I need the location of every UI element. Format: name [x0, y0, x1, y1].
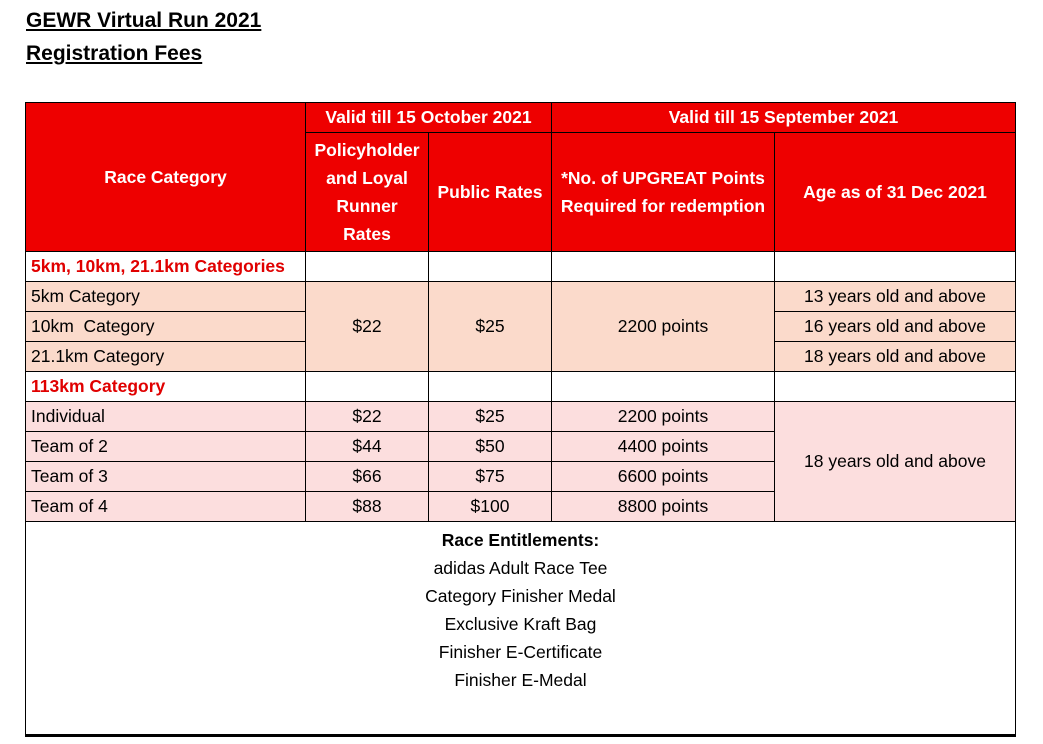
points-cell: 2200 points — [552, 402, 775, 432]
category-cell: 21.1km Category — [26, 342, 306, 372]
table-row — [26, 282, 1016, 312]
entitlements-row — [26, 522, 1016, 737]
empty-cell — [306, 252, 429, 282]
document-title: GEWR Virtual Run 2021 — [26, 9, 262, 32]
policyholder-rate-cell: $44 — [306, 432, 429, 462]
points-cell: 8800 points — [552, 492, 775, 522]
age-cell: 13 years old and above — [775, 282, 1016, 312]
points-cell: 4400 points — [552, 432, 775, 462]
header-public-rates: Public Rates — [429, 133, 552, 252]
entitlements-title: Race Entitlements: — [441, 530, 600, 550]
category-cell: Team of 2 — [26, 432, 306, 462]
empty-cell — [306, 372, 429, 402]
section-label: 113km Category — [26, 372, 306, 402]
public-rate-cell: $100 — [429, 492, 552, 522]
header-valid-october: Valid till 15 October 2021 — [306, 103, 552, 133]
registration-fees-table — [25, 102, 1016, 737]
entitlement-item: Exclusive Kraft Bag — [444, 614, 597, 634]
age-cell: 18 years old and above — [775, 342, 1016, 372]
header-policyholder-rates: Policyholder and Loyal Runner Rates — [306, 133, 429, 252]
points-cell: 2200 points — [552, 282, 775, 372]
entitlement-item: Finisher E-Certificate — [438, 642, 603, 662]
public-rate-cell: $25 — [429, 282, 552, 372]
category-cell: Individual — [26, 402, 306, 432]
empty-cell — [552, 372, 775, 402]
table-row — [26, 402, 1016, 432]
category-cell: Team of 4 — [26, 492, 306, 522]
header-points-required: *No. of UPGREAT Points Required for redemption — [552, 133, 775, 252]
points-cell: 6600 points — [552, 462, 775, 492]
empty-cell — [775, 252, 1016, 282]
entitlement-item: Finisher E-Medal — [454, 670, 587, 690]
empty-cell — [552, 252, 775, 282]
header-age: Age as of 31 Dec 2021 — [775, 133, 1016, 252]
header-race-category: Race Category — [26, 103, 306, 252]
public-rate-cell: $25 — [429, 402, 552, 432]
policyholder-rate-cell: $22 — [306, 402, 429, 432]
header-valid-september: Valid till 15 September 2021 — [552, 103, 1016, 133]
category-cell: 10km Category — [26, 312, 306, 342]
policyholder-rate-cell: $66 — [306, 462, 429, 492]
header-row-validity — [26, 103, 1016, 133]
document-subtitle: Registration Fees — [26, 42, 203, 65]
public-rate-cell: $50 — [429, 432, 552, 462]
category-cell: Team of 3 — [26, 462, 306, 492]
age-cell: 16 years old and above — [775, 312, 1016, 342]
empty-cell — [775, 372, 1016, 402]
category-cell: 5km Category — [26, 282, 306, 312]
entitlement-item: Category Finisher Medal — [425, 586, 616, 606]
section-label: 5km, 10km, 21.1km Categories — [26, 252, 306, 282]
section-row-113km — [26, 372, 1016, 402]
policyholder-rate-cell: $88 — [306, 492, 429, 522]
empty-cell — [429, 372, 552, 402]
public-rate-cell: $75 — [429, 462, 552, 492]
empty-cell — [429, 252, 552, 282]
age-cell: 18 years old and above — [775, 402, 1016, 522]
bottom-divider — [25, 734, 1015, 737]
entitlements-cell — [26, 522, 1016, 737]
policyholder-rate-cell: $22 — [306, 282, 429, 372]
entitlement-item: adidas Adult Race Tee — [433, 558, 608, 578]
section-row-short-categories — [26, 252, 1016, 282]
